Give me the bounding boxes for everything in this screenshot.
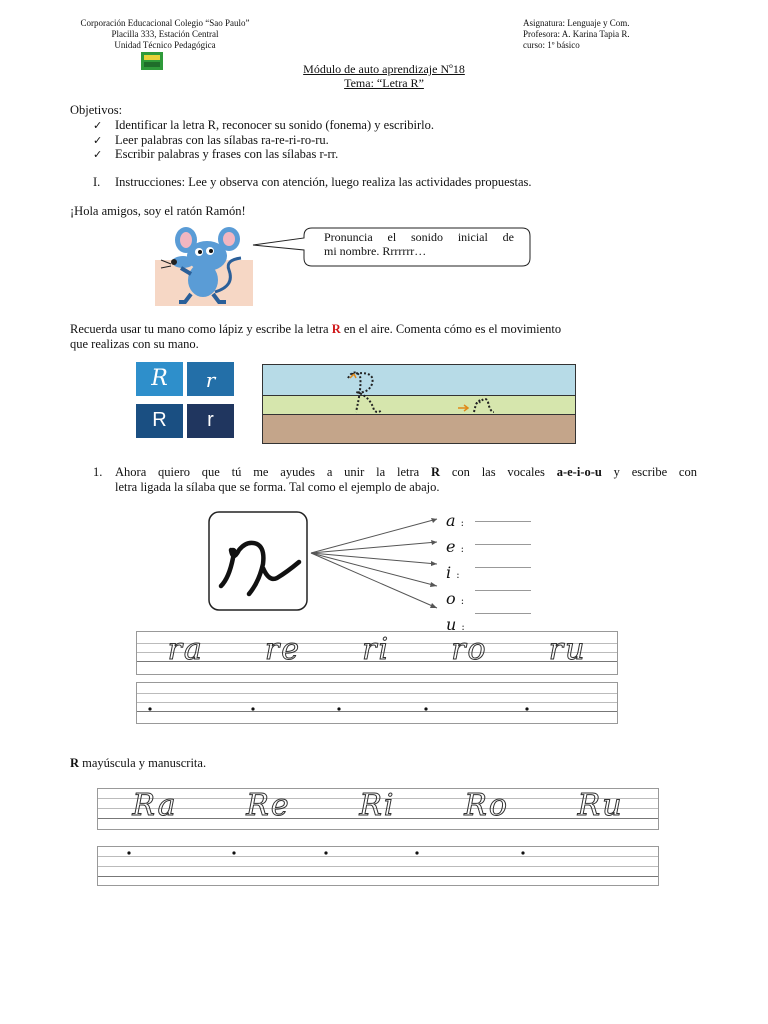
greeting-text: ¡Hola amigos, soy el ratón Ramón! bbox=[70, 204, 246, 218]
course-info bbox=[523, 18, 753, 51]
blank-practice-row[interactable] bbox=[136, 682, 618, 724]
speech-bubble-line1: Pronuncia el sonido inicial de bbox=[324, 230, 514, 244]
module-title: Módulo de auto aprendizaje Nº18 bbox=[303, 62, 465, 76]
cursive-syllable: ru bbox=[548, 632, 587, 667]
vowel-item: i : bbox=[446, 563, 460, 582]
air-writing-line1: Recuerda usar tu mano como lápiz y escribe la letra R en el aire. Comenta cómo es el movimiento bbox=[70, 322, 562, 336]
uppercase-heading: R mayúscula y manuscrita. bbox=[70, 756, 207, 770]
tile-cursive-lower: r bbox=[187, 362, 234, 396]
blank-uppercase-row[interactable] bbox=[97, 846, 659, 886]
exercise-line1: Ahora quiero que tú me ayudes a unir la letra R con las vocales a-e-i-o-u y escribe con bbox=[115, 465, 697, 479]
cursive-upper-syllable: Ru bbox=[577, 788, 624, 823]
vowel-link-diagram bbox=[205, 508, 445, 618]
speech-bubble-line2: mi nombre. Rrrrrrr… bbox=[324, 244, 427, 258]
objectives-heading: Objetivos: bbox=[70, 103, 123, 117]
tile-cursive-upper: R bbox=[136, 362, 183, 396]
air-writing-line2: que realizas con su mano. bbox=[70, 337, 199, 351]
exercise-line2: letra ligada la sílaba que se forma. Tal como el ejemplo de abajo. bbox=[115, 480, 440, 494]
uppercase-cursive-row bbox=[97, 788, 659, 830]
teacher-label: Profesora: A. Karina Tapia R. bbox=[523, 29, 630, 39]
vowel-item: o : bbox=[446, 589, 465, 608]
cursive-syllable: ri bbox=[362, 632, 391, 667]
vowel-item: a : bbox=[446, 511, 465, 530]
tile-print-lower: r bbox=[187, 404, 234, 438]
tracing-stripes bbox=[262, 364, 576, 444]
course-label: curso: 1º básico bbox=[523, 40, 580, 50]
mouse-illustration bbox=[155, 222, 255, 308]
answer-line[interactable] bbox=[475, 544, 531, 545]
cursive-upper-syllable: Ro bbox=[464, 788, 509, 823]
school-unit: Unidad Técnico Pedagógica bbox=[114, 40, 216, 50]
cursive-syllable: ro bbox=[451, 632, 488, 667]
vowel-item: e : bbox=[446, 537, 464, 556]
school-header bbox=[40, 18, 290, 51]
cursive-syllable: ra bbox=[167, 632, 204, 667]
exercise-number: 1. bbox=[93, 465, 103, 479]
cursive-upper-syllable: Ri bbox=[359, 788, 396, 823]
cursive-practice-row bbox=[136, 631, 618, 675]
answer-line[interactable] bbox=[475, 613, 531, 614]
vowel-item: u : bbox=[446, 615, 465, 634]
objective-item: ✓ Leer palabras con las sílabas ra-re-ri-ro-ru. bbox=[95, 133, 329, 148]
cursive-upper-syllable: Ra bbox=[132, 788, 178, 823]
module-topic: Tema: “Letra R” bbox=[344, 76, 424, 90]
instructions-text: Instrucciones: Lee y observa con atención, luego realiza las actividades propuestas. bbox=[115, 175, 532, 189]
instructions-numeral: I. bbox=[93, 175, 101, 189]
objective-item: ✓ Identificar la letra R, reconocer su sonido (fonema) y escribirlo. bbox=[95, 118, 434, 133]
school-address: Placilla 333, Estación Central bbox=[111, 29, 219, 39]
cursive-syllable: re bbox=[264, 632, 302, 667]
subject-label: Asignatura: Lenguaje y Com. bbox=[523, 18, 630, 28]
answer-line[interactable] bbox=[475, 521, 531, 522]
answer-line[interactable] bbox=[475, 590, 531, 591]
vowel-list bbox=[446, 509, 465, 639]
objective-item: ✓ Escribir palabras y frases con las sílabas r-rr. bbox=[95, 147, 338, 162]
school-name: Corporación Educacional Colegio “Sao Paulo” bbox=[80, 18, 250, 28]
answer-line[interactable] bbox=[475, 567, 531, 568]
cursive-upper-syllable: Re bbox=[246, 788, 291, 823]
tile-print-upper: R bbox=[136, 404, 183, 438]
